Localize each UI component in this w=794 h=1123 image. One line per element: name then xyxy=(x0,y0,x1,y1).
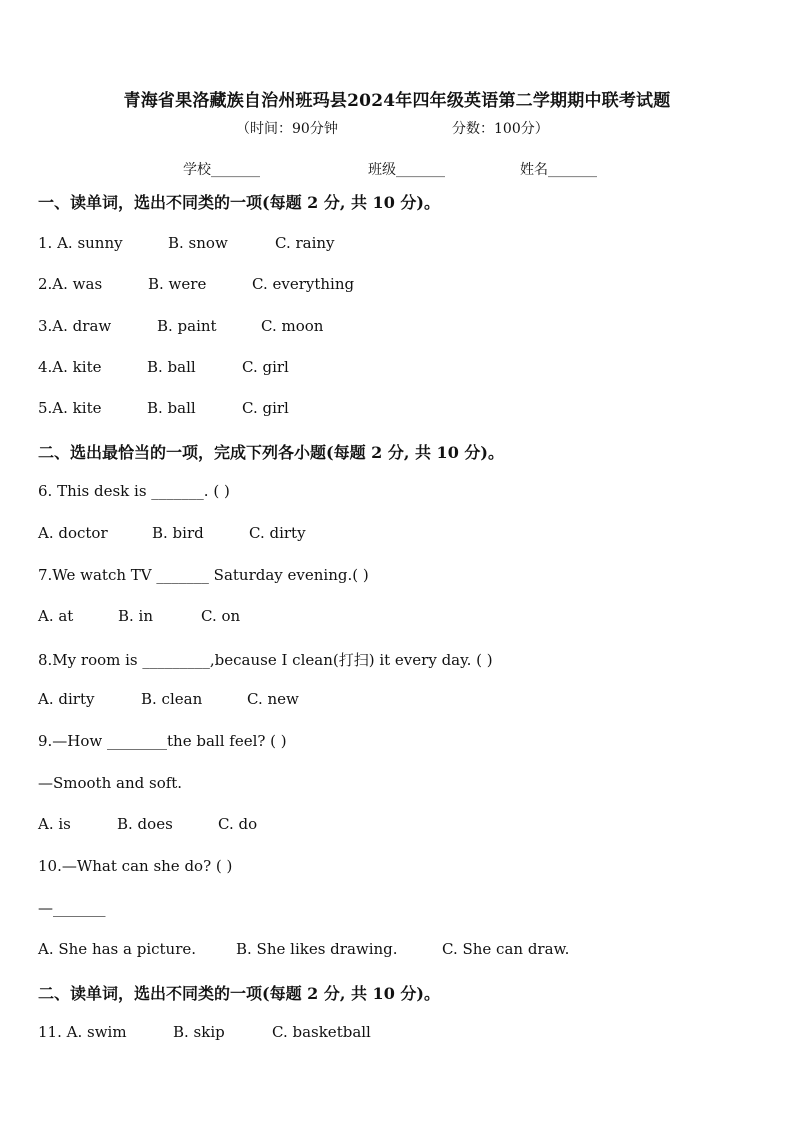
question-10-blank: —_______ xyxy=(38,899,106,917)
option-c: C. She can draw. xyxy=(442,940,570,958)
question-5 xyxy=(38,399,289,417)
question-9-stem: 9.—How ________the ball feel? ( ) xyxy=(38,732,287,750)
question-6-stem: 6. This desk is _______. ( ) xyxy=(38,482,230,500)
option-b: B. She likes drawing. xyxy=(236,940,398,958)
school-field: 学校_______ xyxy=(183,162,260,178)
option-c: C. girl xyxy=(242,399,289,417)
option-b: B. ball xyxy=(147,358,196,376)
option-c: C. rainy xyxy=(275,234,335,252)
question-2 xyxy=(38,275,354,293)
option-a: A. doctor xyxy=(38,524,108,542)
option-a: A. at xyxy=(38,607,74,625)
option-c: C. moon xyxy=(261,317,324,335)
option-a: A. is xyxy=(38,815,71,833)
section-heading-1: 一、读单词，选出不同类的一项(每题 2 分, 共 10 分)。 xyxy=(38,193,440,212)
option-b: B. in xyxy=(118,607,154,625)
option-a: A. dirty xyxy=(38,690,95,708)
question-8-options xyxy=(38,690,299,708)
section-heading-2: 二、选出最恰当的一项，完成下列各小题(每题 2 分, 共 10 分)。 xyxy=(38,443,504,462)
option-c: C. basketball xyxy=(272,1023,371,1041)
name-field: 姓名_______ xyxy=(520,162,597,178)
question-7-stem: 7.We watch TV _______ Saturday evening.( ) xyxy=(38,566,369,584)
option-c: C. do xyxy=(218,815,258,833)
option-b: B. skip xyxy=(173,1023,225,1041)
question-11 xyxy=(38,1023,371,1041)
question-3 xyxy=(38,317,323,335)
question-1 xyxy=(38,234,335,252)
option-b: B. does xyxy=(117,815,173,833)
option-a: 2.A. was xyxy=(38,275,103,293)
option-b: B. clean xyxy=(141,690,203,708)
option-b: B. ball xyxy=(147,399,196,417)
question-10-stem: 10.—What can she do? ( ) xyxy=(38,857,233,875)
question-8-stem: 8.My room is _________,because I clean(打扫) it every day. ( ) xyxy=(38,651,493,669)
option-a: 5.A. kite xyxy=(38,399,102,417)
question-6-options xyxy=(38,524,306,542)
question-7-options xyxy=(38,607,240,625)
exam-score: 分数：100分） xyxy=(452,121,549,137)
option-c: C. new xyxy=(247,690,299,708)
question-4 xyxy=(38,358,289,376)
question-9-options xyxy=(38,815,257,833)
page-title: 青海省果洛藏族自治州班玛县2024年四年级英语第二学期期中联考试题 xyxy=(123,91,671,111)
option-b: B. bird xyxy=(152,524,204,542)
option-a: 11. A. swim xyxy=(38,1023,127,1041)
option-a: 3.A. draw xyxy=(38,317,112,335)
option-c: C. on xyxy=(201,607,241,625)
exam-time: （时间：90分钟 xyxy=(236,121,338,137)
option-a: 4.A. kite xyxy=(38,358,102,376)
option-a: 1. A. sunny xyxy=(38,234,123,252)
class-field: 班级_______ xyxy=(368,162,445,178)
option-c: C. everything xyxy=(252,275,355,293)
option-b: B. paint xyxy=(157,317,217,335)
option-c: C. dirty xyxy=(249,524,306,542)
option-b: B. snow xyxy=(168,234,228,252)
question-10-options xyxy=(38,940,569,958)
option-c: C. girl xyxy=(242,358,289,376)
question-9-answer: —Smooth and soft. xyxy=(38,774,183,792)
section-heading-3: 二、读单词，选出不同类的一项(每题 2 分, 共 10 分)。 xyxy=(38,984,440,1003)
option-b: B. were xyxy=(148,275,207,293)
option-a: A. She has a picture. xyxy=(38,940,197,958)
